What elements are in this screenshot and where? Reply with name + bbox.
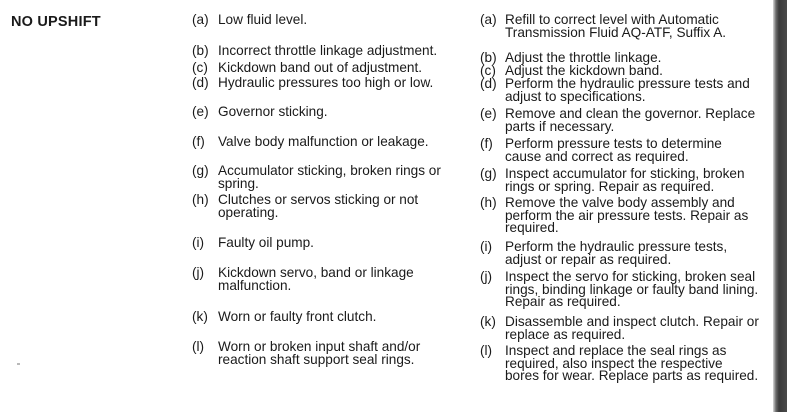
cause-text: Governor sticking. [218,104,328,119]
cause-letter: (c) [192,60,208,75]
remedy-text: Disassemble and inspect clutch. Repair or replace as required. [505,314,759,342]
remedy-text: Refill to correct level with Automatic Transmission Fluid AQ-ATF, Suffix A. [505,12,727,40]
remedy-letter: (i) [480,239,493,254]
cause-text: Faulty oil pump. [218,235,314,250]
page-edge-shadow [773,0,787,412]
cause-item [192,62,472,75]
cause-letter: (j) [192,265,205,280]
remedy-letter: (h) [480,195,497,210]
cause-text: Worn or broken input shaft and/or reaction shaft support seal rings. [218,339,421,367]
cause-item [192,165,472,190]
cause-item [192,237,472,250]
remedy-item [480,168,760,193]
remedy-text: Inspect the servo for sticking, broken seal rings, binding linkage or faulty band lining. Repair as required. [505,269,759,310]
cause-item [192,77,472,90]
remedy-text: Remove and clean the governor. Replace parts if necessary. [505,106,756,134]
remedy-item [480,14,760,39]
cause-text: Low fluid level. [218,12,308,27]
remedy-letter: (a) [480,12,497,27]
cause-item [192,45,472,58]
remedy-letter: (k) [480,314,496,329]
cause-letter: (f) [192,134,205,149]
remedy-letter: (j) [480,269,493,284]
cause-letter: (d) [192,75,209,90]
cause-letter: (b) [192,43,209,58]
cause-item [192,341,472,366]
remedy-text: Perform the hydraulic pressure tests, adjust or repair as required. [505,239,728,267]
section-heading: NO UPSHIFT [11,14,101,30]
cause-letter: (h) [192,192,209,207]
remedy-text: Adjust the throttle linkage. [505,50,662,65]
remedy-text: Perform pressure tests to determine cause and correct as required. [505,136,722,164]
cause-text: Accumulator sticking, broken rings or spring. [218,163,441,191]
cause-letter: (a) [192,12,209,27]
cause-item [192,106,472,119]
remedy-item [480,271,760,309]
remedy-letter: (d) [480,76,497,91]
cause-item [192,194,472,219]
scan-speck [17,363,20,365]
cause-item [192,267,472,292]
remedy-letter: (c) [480,63,496,78]
remedy-text: Inspect accumulator for sticking, broken rings or spring. Repair as required. [505,166,745,194]
remedy-item [480,345,760,383]
remedy-text: Remove the valve body assembly and perform the air pressure tests. Repair as required. [505,195,749,236]
cause-text: Clutches or servos sticking or not operating. [218,192,419,220]
remedy-letter: (l) [480,343,493,358]
cause-letter: (g) [192,163,209,178]
cause-item [192,311,472,324]
remedy-item [480,241,760,266]
cause-text: Kickdown servo, band or linkage malfunction. [218,265,414,293]
remedy-text: Adjust the kickdown band. [505,63,663,78]
cause-text: Kickdown band out of adjustment. [218,60,423,75]
cause-item [192,136,472,149]
cause-text: Valve body malfunction or leakage. [218,134,429,149]
remedy-letter: (e) [480,106,497,121]
remedy-item [480,316,760,341]
cause-text: Incorrect throttle linkage adjustment. [218,43,438,58]
cause-letter: (e) [192,104,209,119]
cause-letter: (i) [192,235,205,250]
remedy-text: Inspect and replace the seal rings as required, also inspect the respective bores for wear. Replace parts as required. [505,343,759,384]
cause-letter: (l) [192,339,205,354]
cause-text: Worn or faulty front clutch. [218,309,377,324]
remedy-letter: (g) [480,166,497,181]
remedy-item [480,138,760,163]
cause-text: Hydraulic pressures too high or low. [218,75,434,90]
remedy-text: Perform the hydraulic pressure tests and adjust to specifications. [505,76,750,104]
remedy-item [480,78,760,103]
remedy-item [480,108,760,133]
remedy-letter: (f) [480,136,493,151]
cause-letter: (k) [192,309,208,324]
remedy-item [480,197,760,235]
remedy-letter: (b) [480,50,497,65]
cause-item [192,14,472,27]
